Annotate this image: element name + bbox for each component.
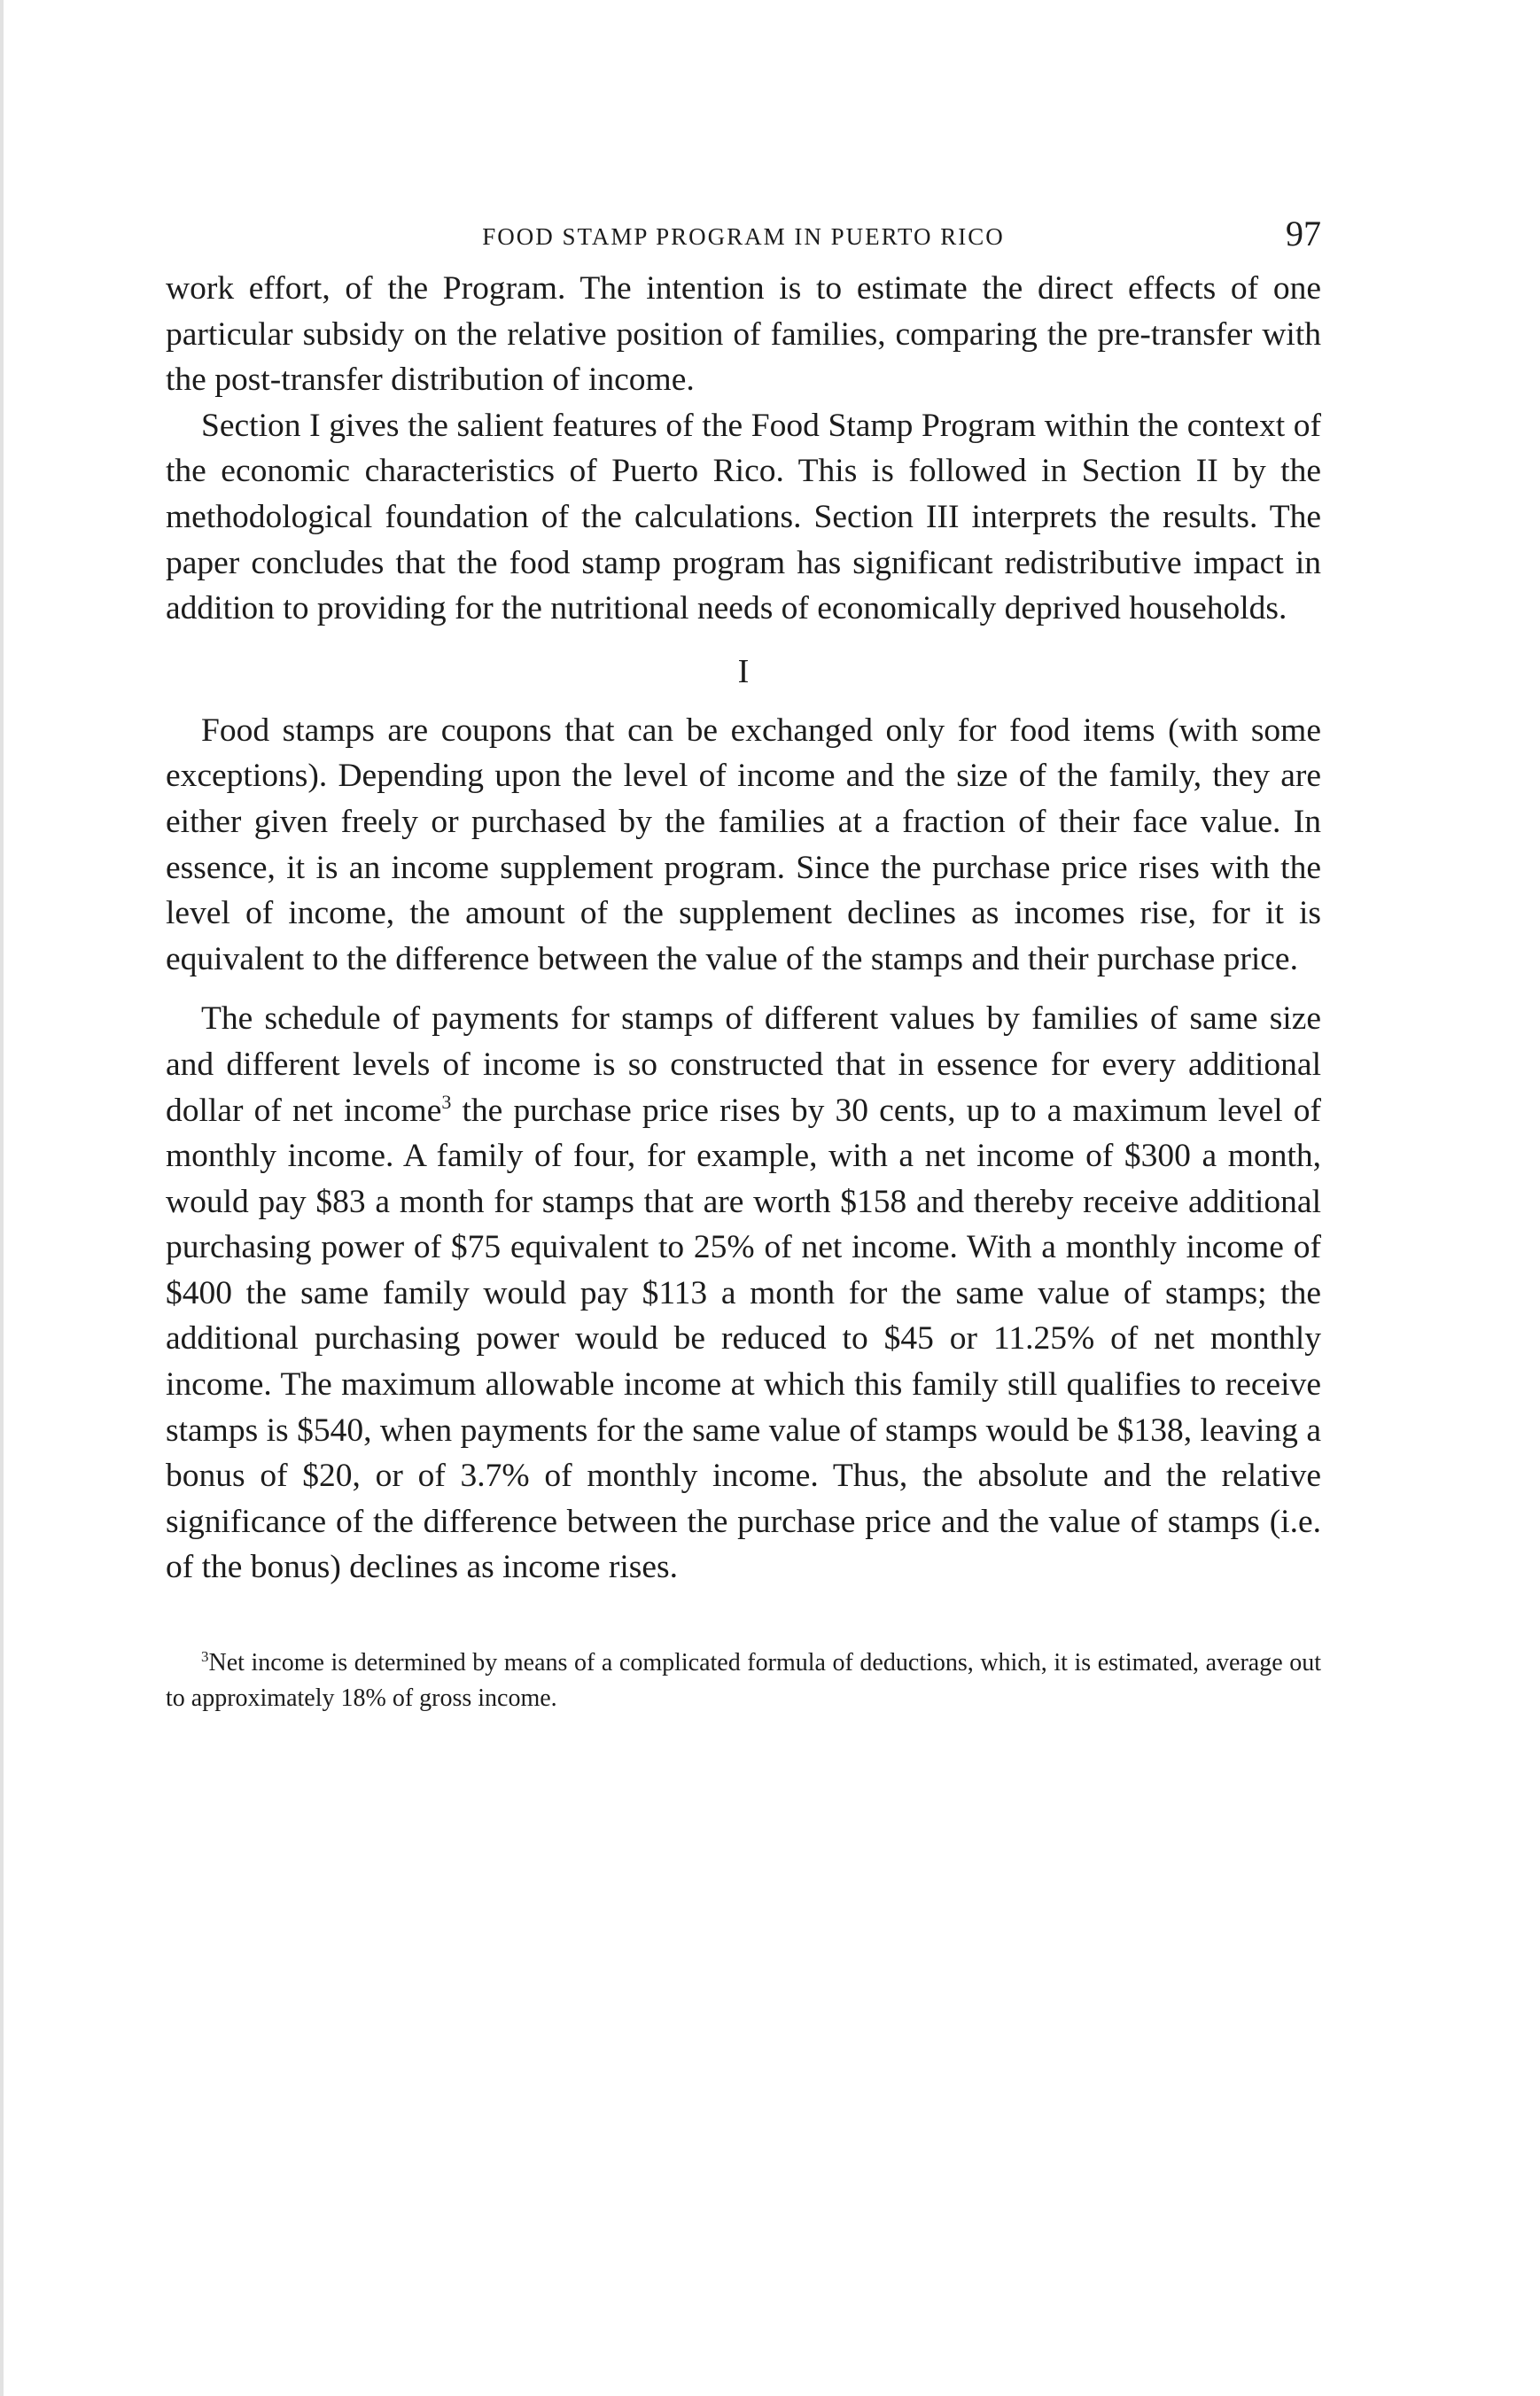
body-text: [166, 266, 1321, 1591]
schedule-text-before: The schedule of payments for stamps of different values by families of same size and different levels of income is so constructed that in essence for every additional dollar of net income: [166, 1000, 1321, 1129]
page-edge: [0, 0, 4, 2396]
section-heading: I: [737, 652, 750, 690]
footnote-marker: 3: [201, 1648, 209, 1666]
page-number: 97: [1286, 214, 1321, 253]
footnote-reference: 3: [441, 1090, 452, 1113]
running-head: [166, 213, 1321, 266]
paragraph-food-stamps: Food stamps are coupons that can be exchanged only for food items (with some exceptions). Depending upon the level of income and the size of the family, they are either given freely or purchased by the families at a fraction of their face value. In essence, it is an income supplement program. Since the purchase price rises with the level of income, the amount of the supplement declines as incomes rise, for it is equivalent to the difference between the value of the stamps and their purchase price.: [166, 712, 1321, 977]
book-page: [166, 213, 1321, 1716]
footnote-text: Net income is determined by means of a complicated formula of deductions, which, it is estimated, average out to approximately 18% of gross income.: [166, 1649, 1321, 1713]
paragraph-outline: Section I gives the salient features of the Food Stamp Program within the context of the economic characteristics of Puerto Rico. This is followed in Section II by the methodological foundation of the calculations. Section III interprets the results. The paper concludes that the food stamp program has significant redistributive impact in addition to providing for the nutritional needs of economically deprived households.: [166, 407, 1321, 627]
schedule-text-after: the purchase price rises by 30 cents, up to a maximum level of monthly income. A family of four, for example, with a net income of $300 a month, would pay $83 a month for stamps that are worth $158 and thereby receive additional purchasing power of $75 equivalent to 25% of net income. With a monthly income of $400 the same family would pay $113 a month for the same value of stamps; the additional purchasing power would be reduced to $45 or 11.25% of net monthly income. The maximum allowable income at which this family still qualifies to receive stamps is $540, when payments for the same value of stamps would be $138, leaving a bonus of $20, or of 3.7% of monthly income. Thus, the absolute and the relative significance of the difference between the purchase price and the value of stamps (i.e. of the bonus) declines as income rises.: [166, 1092, 1321, 1586]
paragraph-continued: work effort, of the Program. The intention is to estimate the direct effects of one particular subsidy on the relative position of families, comparing the pre-transfer with the post-transfer distribution of income.: [166, 270, 1321, 399]
paragraph-schedule: [166, 996, 1321, 1591]
running-title: FOOD STAMP PROGRAM IN PUERTO RICO: [482, 223, 1005, 250]
footnote: [166, 1645, 1321, 1716]
